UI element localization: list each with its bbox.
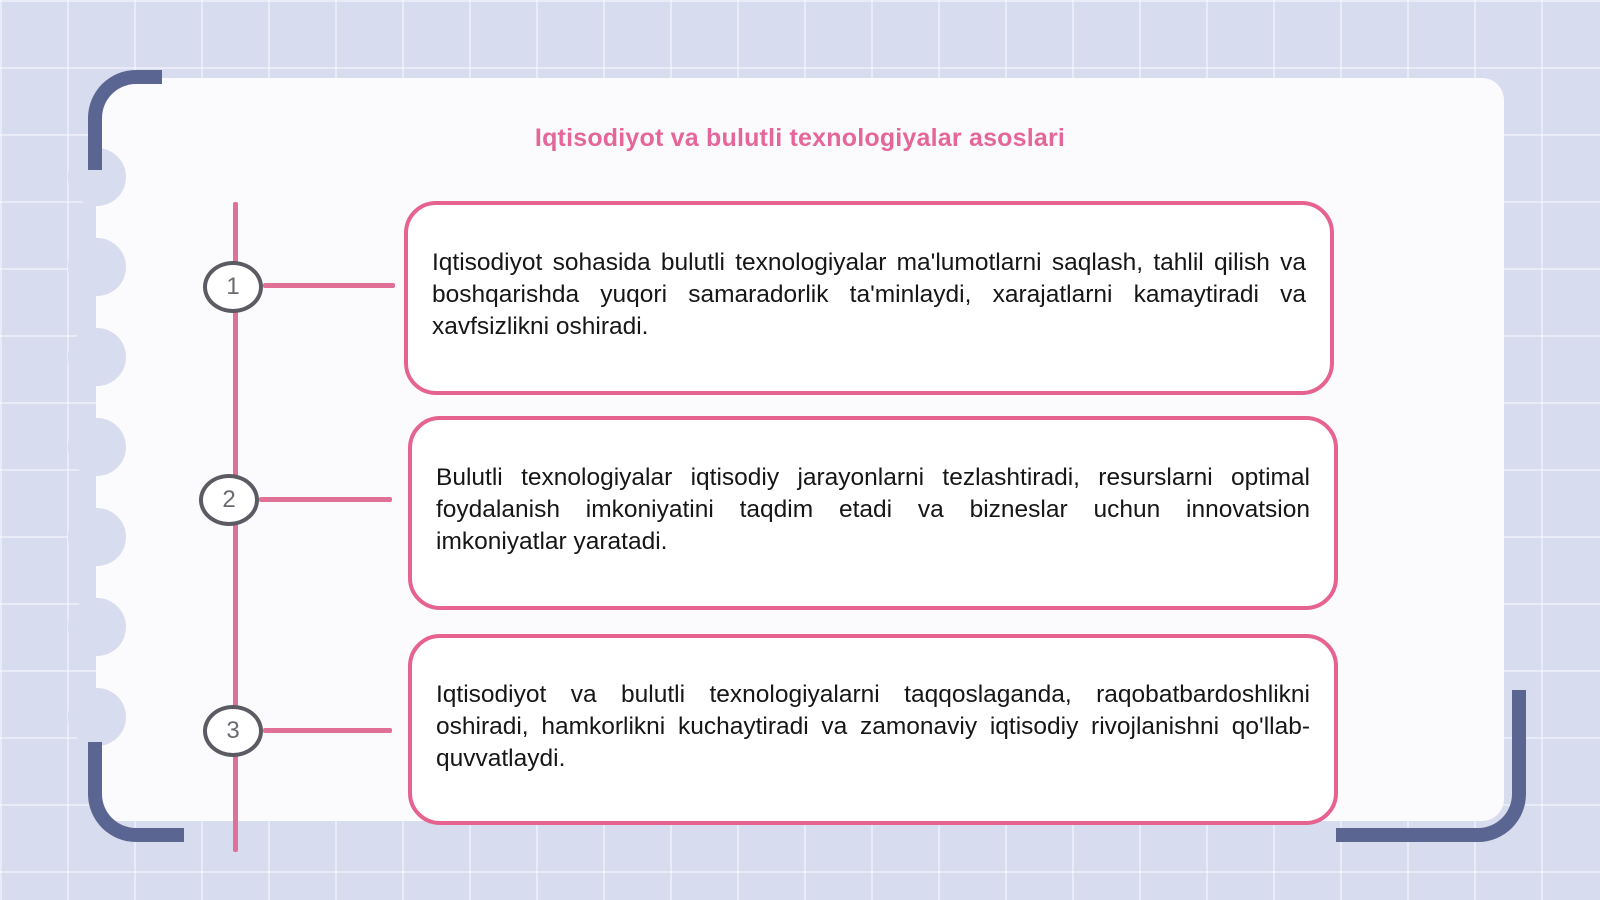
step-number-3: 3 [203, 705, 263, 757]
step-number-2: 2 [199, 474, 259, 526]
info-box-2 [408, 416, 1338, 610]
info-text-1: Iqtisodiyot sohasida bulutli texnologiyalar ma'lumotlarni saqlash, tahlil qilish va boshqarishda yuqori samaradorlik ta'minlaydi, xarajatlarni kamaytiradi va xavfsizlikni oshiradi. [432, 249, 1306, 340]
slide-title: Iqtisodiyot va bulutli texnologiyalar asoslari [534, 124, 1066, 152]
step-connector-1 [263, 283, 395, 288]
info-text-2: Bulutli texnologiyalar iqtisodiy jarayonlarni tezlashtiradi, resurslarni optimal foydalanish imkoniyatini taqdim etadi va bizneslar uchun innovatsion imkoniyatlar yaratadi. [436, 464, 1310, 555]
corner-bracket-bottom-left [88, 742, 184, 842]
step-connector-2 [259, 497, 392, 502]
info-box-3 [408, 634, 1338, 825]
corner-bracket-bottom-right [1336, 690, 1526, 842]
scallop-edge [68, 238, 126, 296]
step-number-1: 1 [203, 261, 263, 313]
info-box-1 [404, 201, 1334, 395]
corner-bracket-top-left [88, 70, 162, 170]
scallop-edge [68, 688, 126, 746]
info-text-3: Iqtisodiyot va bulutli texnologiyalarni taqqoslaganda, raqobatbardoshlikni oshiradi, hamkorlikni kuchaytiradi va zamonaviy iqtisodiy rivojlanishni qo'llab-quvvatlaydi. [436, 680, 1310, 772]
scallop-edge [68, 328, 126, 386]
scallop-edge [68, 598, 126, 656]
scallop-edge [68, 508, 126, 566]
step-connector-3 [263, 728, 392, 733]
scallop-edge [68, 418, 126, 476]
